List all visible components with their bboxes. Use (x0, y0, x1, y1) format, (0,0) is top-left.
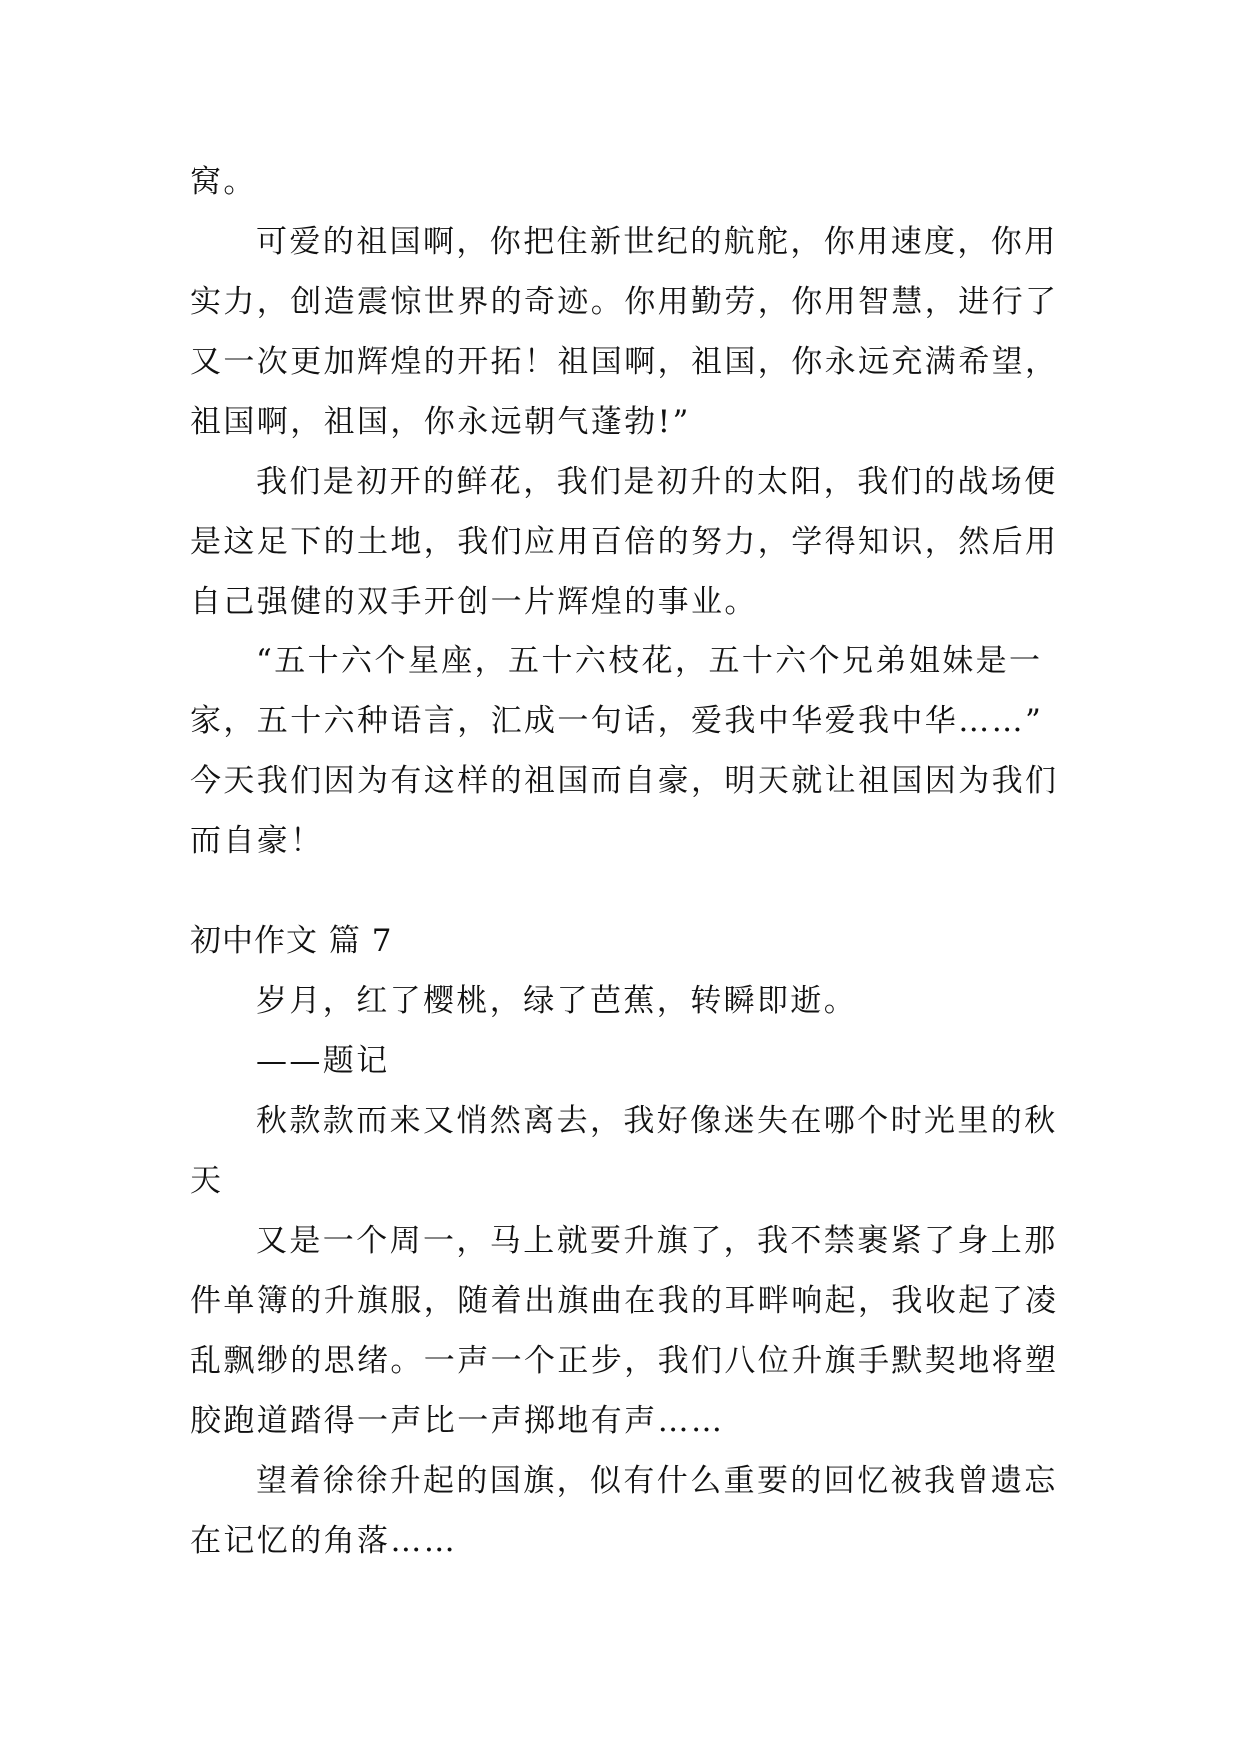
text-line: 件单簿的升旗服，随着出旗曲在我的耳畔响起，我收起了凌 (190, 1283, 1059, 1319)
text-line: 窝。 (190, 164, 257, 200)
text-line: 是这足下的土地，我们应用百倍的努力，学得知识，然后用 (190, 524, 1059, 560)
text-line: 胶跑道踏得一声比一声掷地有声…… (190, 1403, 725, 1439)
paragraph-start: 秋款款而来又悄然离去，我好像迷失在哪个时光里的秋 (256, 1103, 1058, 1139)
text-line: 又一次更加辉煌的开拓！祖国啊，祖国，你永远充满希望， (190, 344, 1059, 380)
text-line: 天 (190, 1163, 224, 1199)
text-line: 自己强健的双手开创一片辉煌的事业。 (190, 584, 758, 620)
text-line: 乱飘缈的思绪。一声一个正步，我们八位升旗手默契地将塑 (190, 1343, 1059, 1379)
text-line: 在记忆的角落…… (190, 1523, 458, 1559)
text-line: 实力，创造震惊世界的奇迹。你用勤劳，你用智慧，进行了 (190, 284, 1059, 320)
epigraph-attribution: ——题记 (256, 1043, 390, 1079)
text-line: 家，五十六种语言，汇成一句话，爱我中华爱我中华……” (190, 703, 1044, 739)
epigraph: 岁月，红了樱桃，绿了芭蕉，转瞬即逝。 (256, 983, 858, 1019)
paragraph-start: 可爱的祖国啊，你把住新世纪的航舵，你用速度，你用 (256, 224, 1058, 260)
paragraph-start: 望着徐徐升起的国旗，似有什么重要的回忆被我曾遗忘 (256, 1463, 1058, 1499)
paragraph-start: “五十六个星座，五十六枝花，五十六个兄弟姐妹是一 (256, 643, 1043, 679)
text-line: 而自豪！ (190, 823, 324, 859)
text-line: 今天我们因为有这样的祖国而自豪，明天就让祖国因为我们 (190, 763, 1059, 799)
section-heading: 初中作文 篇 7 (190, 923, 393, 959)
paragraph-start: 又是一个周一，马上就要升旗了，我不禁裹紧了身上那 (256, 1223, 1058, 1259)
text-line: 祖国啊，祖国，你永远朝气蓬勃!” (190, 404, 691, 440)
paragraph-start: 我们是初开的鲜花，我们是初升的太阳，我们的战场便 (256, 464, 1058, 500)
